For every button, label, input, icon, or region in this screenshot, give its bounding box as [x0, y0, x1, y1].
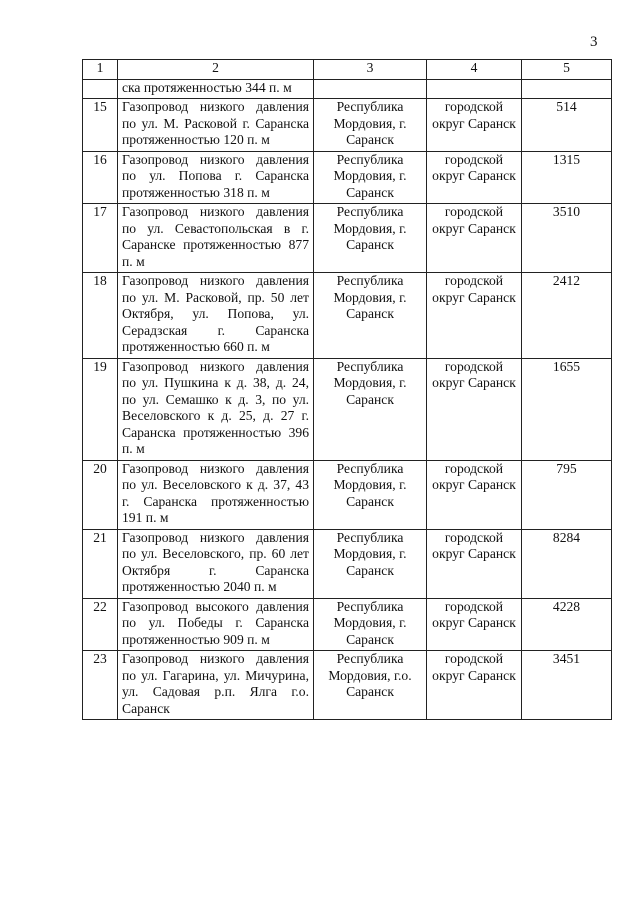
row-description: Газопровод низкого давления по ул. Веселовского, пр. 60 лет Октября г. Саранска протяженностью 2040 п. м — [118, 529, 314, 598]
row-municipality: городской округ Саранск — [427, 358, 522, 460]
table-row — [83, 273, 612, 359]
row-number: 21 — [83, 529, 118, 598]
row-description: Газопровод высокого давления по ул. Победы г. Саранска протяженностью 909 п. м — [118, 598, 314, 651]
row-value: 4228 — [522, 598, 612, 651]
row-municipality: городской округ Саранск — [427, 273, 522, 359]
continuation-municipality — [427, 79, 522, 99]
row-number: 22 — [83, 598, 118, 651]
table-row — [83, 358, 612, 460]
row-number: 17 — [83, 204, 118, 273]
row-municipality: городской округ Саранск — [427, 99, 522, 152]
table-row — [83, 529, 612, 598]
row-value: 514 — [522, 99, 612, 152]
row-description: Газопровод низкого давления по ул. Гагарина, ул. Мичурина, ул. Садовая р.п. Ялга г.о. Саранск — [118, 651, 314, 720]
row-description: Газопровод низкого давления по ул. Попова г. Саранска протяженностью 318 п. м — [118, 151, 314, 204]
row-municipality: городской округ Саранск — [427, 460, 522, 529]
row-number: 18 — [83, 273, 118, 359]
row-region: Республика Мордовия, г. Саранск — [314, 273, 427, 359]
row-region: Республика Мордовия, г. Саранск — [314, 460, 427, 529]
row-value: 1315 — [522, 151, 612, 204]
header-row — [83, 60, 612, 80]
header-col-3: 3 — [314, 60, 427, 80]
continuation-row — [83, 79, 612, 99]
table-row — [83, 99, 612, 152]
table-row — [83, 598, 612, 651]
header-col-2: 2 — [118, 60, 314, 80]
table-row — [83, 151, 612, 204]
row-municipality: городской округ Саранск — [427, 529, 522, 598]
row-region: Республика Мордовия, г. Саранск — [314, 529, 427, 598]
row-region: Республика Мордовия, г. Саранск — [314, 99, 427, 152]
table-row — [83, 651, 612, 720]
row-municipality: городской округ Саранск — [427, 204, 522, 273]
page-number: 3 — [590, 34, 598, 50]
row-municipality: городской округ Саранск — [427, 151, 522, 204]
table-row — [83, 460, 612, 529]
row-description: Газопровод низкого давления по ул. М. Расковой, пр. 50 лет Октября, ул. Попова, ул. Серадзская г. Саранска протяженностью 660 п. м — [118, 273, 314, 359]
row-description: Газопровод низкого давления по ул. Веселовского к д. 37, 43 г. Саранска протяженностью 191 п. м — [118, 460, 314, 529]
row-number: 16 — [83, 151, 118, 204]
row-description: Газопровод низкого давления по ул. Пушкина к д. 38, д. 24, по ул. Семашко к д. 3, по ул. Веселовского к д. 25, д. 27 г. Саранска протяженностью 396 п. м — [118, 358, 314, 460]
row-value: 3451 — [522, 651, 612, 720]
row-region: Республика Мордовия, г. Саранск — [314, 204, 427, 273]
continuation-text: ска протяженностью 344 п. м — [118, 79, 314, 99]
table-row — [83, 204, 612, 273]
row-value: 1655 — [522, 358, 612, 460]
row-region: Республика Мордовия, г. Саранск — [314, 358, 427, 460]
row-value: 795 — [522, 460, 612, 529]
row-municipality: городской округ Саранск — [427, 598, 522, 651]
row-number: 15 — [83, 99, 118, 152]
continuation-region — [314, 79, 427, 99]
row-description: Газопровод низкого давления по ул. М. Расковой г. Саранска протяженностью 120 п. м — [118, 99, 314, 152]
row-value: 8284 — [522, 529, 612, 598]
row-region: Республика Мордовия, г.о. Саранск — [314, 651, 427, 720]
header-col-1: 1 — [83, 60, 118, 80]
gas-pipeline-table — [82, 59, 612, 720]
row-value: 2412 — [522, 273, 612, 359]
header-col-4: 4 — [427, 60, 522, 80]
row-number: 19 — [83, 358, 118, 460]
row-value: 3510 — [522, 204, 612, 273]
row-region: Республика Мордовия, г. Саранск — [314, 151, 427, 204]
continuation-value — [522, 79, 612, 99]
row-region: Республика Мордовия, г. Саранск — [314, 598, 427, 651]
row-number: 23 — [83, 651, 118, 720]
row-description: Газопровод низкого давления по ул. Севастопольская в г. Саранске протяженностью 877 п. м — [118, 204, 314, 273]
continuation-num — [83, 79, 118, 99]
row-number: 20 — [83, 460, 118, 529]
header-col-5: 5 — [522, 60, 612, 80]
row-municipality: городской округ Саранск — [427, 651, 522, 720]
